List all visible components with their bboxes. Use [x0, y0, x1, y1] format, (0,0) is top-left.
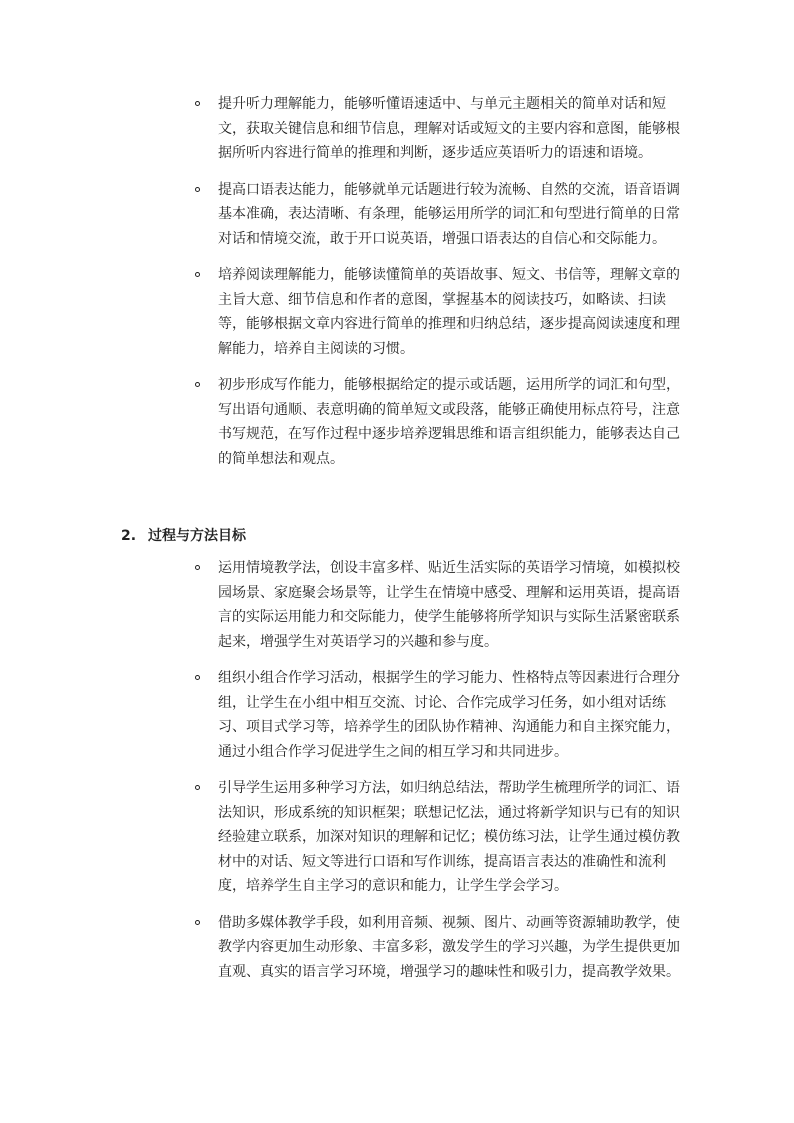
list-item-text: 提高口语表达能力，能够就单元话题进行较为流畅、自然的交流，语音语调基本准确，表达清晰、有条理，能够运用所学的词汇和句型进行简单的日常对话和情境交流，敢于开口说英语，增强口语表达的自信心和交际能力。 [218, 181, 680, 247]
list-item-text: 引导学生运用多种学习方法，如归纳总结法，帮助学生梳理所学的词汇、语法知识，形成系统的知识框架；联想记忆法，通过将新学知识与已有的知识经验建立联系，加深对知识的理解和记忆；模仿练习法，让学生通过模仿教材中的对话、短文等进行口语和写作训练，提高语言表达的准确性和流利度，培养学生自主学习的意识和能力，让学生学会学习。 [218, 780, 680, 894]
section2-bullet-list [195, 556, 685, 996]
hollow-circle-bullet-icon [195, 101, 200, 106]
list-item [195, 776, 685, 899]
hollow-circle-bullet-icon [195, 272, 200, 277]
hollow-circle-bullet-icon [195, 675, 200, 680]
hollow-circle-bullet-icon [195, 785, 200, 790]
list-item [195, 373, 685, 471]
hollow-circle-bullet-icon [195, 565, 200, 570]
hollow-circle-bullet-icon [195, 382, 200, 387]
list-item [195, 263, 685, 361]
section-heading [121, 524, 246, 548]
list-item [195, 556, 685, 654]
list-item [195, 92, 685, 166]
list-item [195, 666, 685, 764]
section-number: 2. [121, 528, 137, 544]
section1-bullet-list [195, 92, 685, 483]
list-item-text: 运用情境教学法，创设丰富多样、贴近生活实际的英语学习情境，如模拟校园场景、家庭聚会场景等，让学生在情境中感受、理解和运用英语，提高语言的实际运用能力和交际能力，使学生能够将所学知识与实际生活紧密联系起来，增强学生对英语学习的兴趣和参与度。 [218, 560, 680, 650]
section-title: 过程与方法目标 [148, 528, 246, 544]
list-item-text: 提升听力理解能力，能够听懂语速适中、与单元主题相关的简单对话和短文，获取关键信息和细节信息，理解对话或短文的主要内容和意图，能够根据所听内容进行简单的推理和判断，逐步适应英语听力的语速和语境。 [218, 96, 680, 161]
list-item [195, 178, 685, 252]
list-item-text: 组织小组合作学习活动，根据学生的学习能力、性格特点等因素进行合理分组，让学生在小组中相互交流、讨论、合作完成学习任务，如小组对话练习、项目式学习等，培养学生的团队协作精神、沟通能力和自主探究能力，通过小组合作学习促进学生之间的相互学习和共同进步。 [218, 670, 680, 760]
hollow-circle-bullet-icon [195, 920, 200, 925]
hollow-circle-bullet-icon [195, 187, 200, 192]
list-item [195, 911, 685, 985]
list-item-text: 培养阅读理解能力，能够读懂简单的英语故事、短文、书信等，理解文章的主旨大意、细节信息和作者的意图，掌握基本的阅读技巧，如略读、扫读等，能够根据文章内容进行简单的推理和归纳总结，逐步提高阅读速度和理解能力，培养自主阅读的习惯。 [218, 267, 680, 357]
list-item-text: 初步形成写作能力，能够根据给定的提示或话题，运用所学的词汇和句型，写出语句通顺、表意明确的简单短文或段落，能够正确使用标点符号，注意书写规范，在写作过程中逐步培养逻辑思维和语言组织能力，能够表达自己的简单想法和观点。 [218, 377, 680, 467]
list-item-text: 借助多媒体教学手段，如利用音频、视频、图片、动画等资源辅助教学，使教学内容更加生动形象、丰富多彩，激发学生的学习兴趣，为学生提供更加直观、真实的语言学习环境，增强学习的趣味性和吸引力，提高教学效果。 [218, 914, 680, 980]
